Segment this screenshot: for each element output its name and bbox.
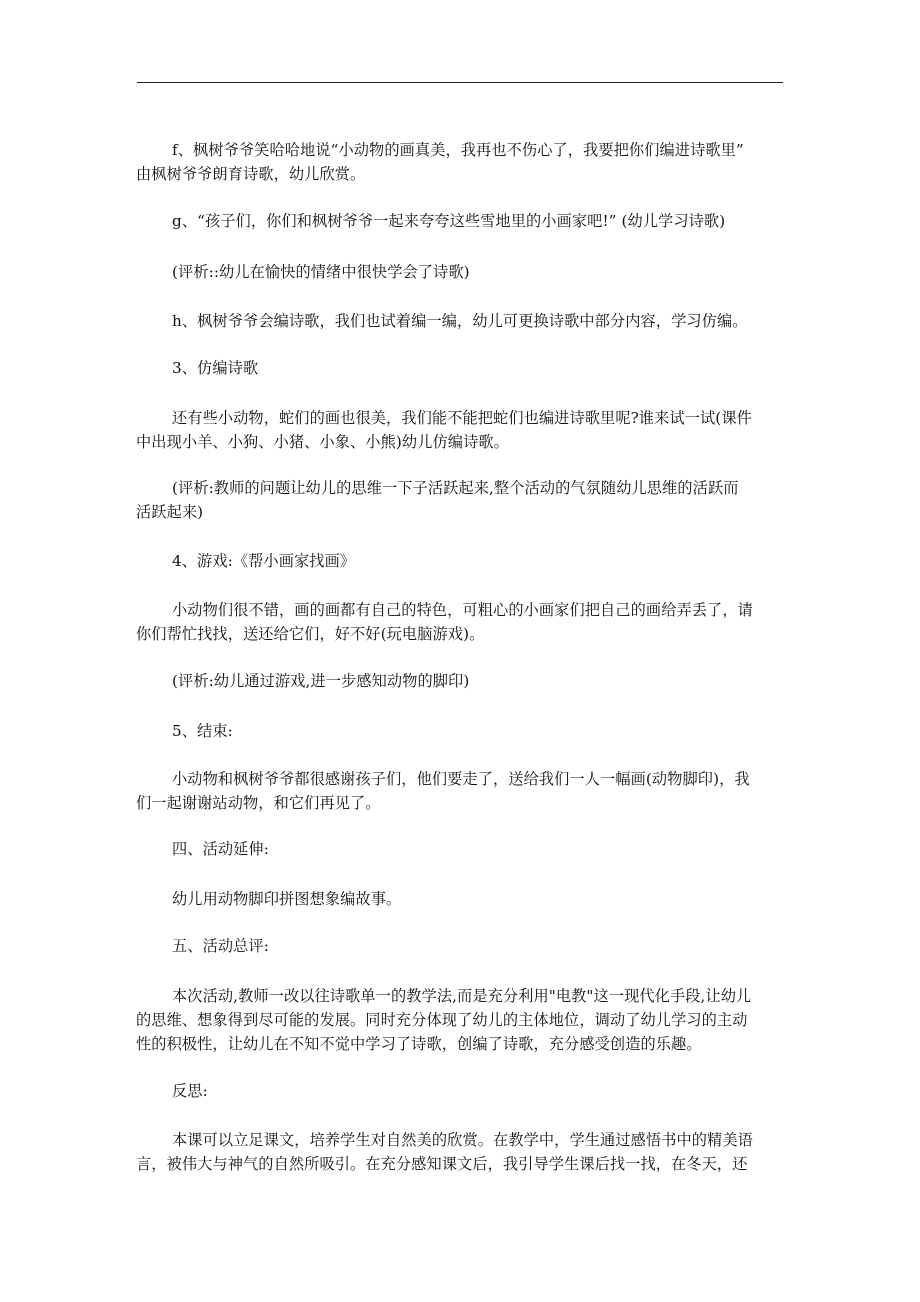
paragraph <box>172 668 469 694</box>
paragraph-continuation <box>136 1031 786 1057</box>
paragraph-line: 的思维、想象得到尽可能的发展。同时充分体现了幼儿的主体地位，调动了幼儿学习的主动 <box>136 1011 748 1029</box>
paragraph-line: (评析::幼儿在愉快的情绪中很快学会了诗歌) <box>172 263 470 281</box>
section-heading <box>172 355 258 381</box>
paragraph-line: 还有些小动物，蛇们的画也很美，我们能不能把蛇们也编进诗歌里呢?谁来试一试(课件 <box>172 409 752 427</box>
paragraph-line: 本次活动,教师一改以往诗歌单一的教学法,而是充分利用"电教"这一现代化手段,让幼儿 <box>172 987 752 1005</box>
paragraph <box>172 886 401 912</box>
paragraph <box>172 208 725 234</box>
paragraph-continuation <box>136 499 786 525</box>
paragraph-line: 你们帮忙找找，送还给它们，好不好(玩电脑游戏)。 <box>136 625 485 643</box>
paragraph-line: f、枫树爷爷笑哈哈地说“小动物的画真美，我再也不伤心了，我要把你们编进诗歌里” <box>172 141 744 159</box>
section-heading <box>172 1078 208 1104</box>
paragraph <box>172 137 744 163</box>
paragraph-continuation <box>136 621 786 647</box>
paragraph-line: (评析:教师的问题让幼儿的思维一下子活跃起来,整个活动的气氛随幼儿思维的活跃而 <box>172 479 739 497</box>
heading-line: 四、活动延伸: <box>172 840 269 858</box>
paragraph <box>172 597 753 623</box>
paragraph-line: h、枫树爷爷会编诗歌，我们也试着编一编，幼儿可更换诗歌中部分内容，学习仿编。 <box>172 312 748 330</box>
section-heading <box>172 718 233 744</box>
paragraph-line: 中出现小羊、小狗、小猪、小象、小熊)幼儿仿编诗歌。 <box>136 433 509 451</box>
paragraph-line: 幼儿用动物脚印拼图想象编故事。 <box>172 890 402 908</box>
paragraph-line: 小动物们很不错，画的画都有自己的特色，可粗心的小画家们把自己的画给弄丢了，请 <box>172 601 753 619</box>
paragraph-continuation <box>136 1151 786 1177</box>
section-heading <box>172 933 269 959</box>
paragraph-line: 由枫树爷爷朗育诗歌，幼儿欣赏。 <box>136 165 366 183</box>
paragraph-continuation <box>136 790 786 816</box>
heading-line: 4、游戏:《帮小画家找画》 <box>172 552 356 570</box>
header-rule <box>137 82 783 83</box>
paragraph-continuation <box>136 429 786 455</box>
paragraph <box>172 983 751 1009</box>
paragraph-continuation <box>136 161 786 187</box>
paragraph <box>172 766 750 792</box>
heading-line: 3、仿编诗歌 <box>172 359 259 377</box>
heading-line: 五、活动总评: <box>172 937 269 955</box>
paragraph <box>172 405 752 431</box>
paragraph <box>172 475 739 501</box>
section-heading <box>172 548 355 574</box>
paragraph-line: (评析:幼儿通过游戏,进一步感知动物的脚印) <box>172 672 470 690</box>
section-heading <box>172 836 269 862</box>
paragraph-line: 小动物和枫树爷爷都很感谢孩子们，他们要走了，送给我们一人一幅画(动物脚印)，我 <box>172 770 750 788</box>
paragraph-line: 言，被伟大与神气的自然所吸引。在充分感知课文后，我引导学生课后找一找，在冬天，还 <box>136 1155 748 1173</box>
paragraph <box>172 308 748 334</box>
paragraph-line: g、“孩子们，你们和枫树爷爷一起来夸夸这些雪地里的小画家吧!” (幼儿学习诗歌) <box>172 212 726 230</box>
paragraph <box>172 259 470 285</box>
paragraph-line: 本课可以立足课文，培养学生对自然美的欣赏。在教学中，学生通过感悟书中的精美语 <box>172 1131 753 1149</box>
paragraph <box>172 1127 753 1153</box>
heading-line: 反思: <box>172 1082 208 1100</box>
paragraph-line: 活跃起来) <box>136 503 204 521</box>
paragraph-continuation <box>136 1007 786 1033</box>
paragraph-line: 性的积极性，让幼儿在不知不觉中学习了诗歌，创编了诗歌，充分感受创造的乐趣。 <box>136 1035 702 1053</box>
paragraph-line: 们一起谢谢站动物，和它们再见了。 <box>136 794 381 812</box>
heading-line: 5、结束: <box>172 722 233 740</box>
